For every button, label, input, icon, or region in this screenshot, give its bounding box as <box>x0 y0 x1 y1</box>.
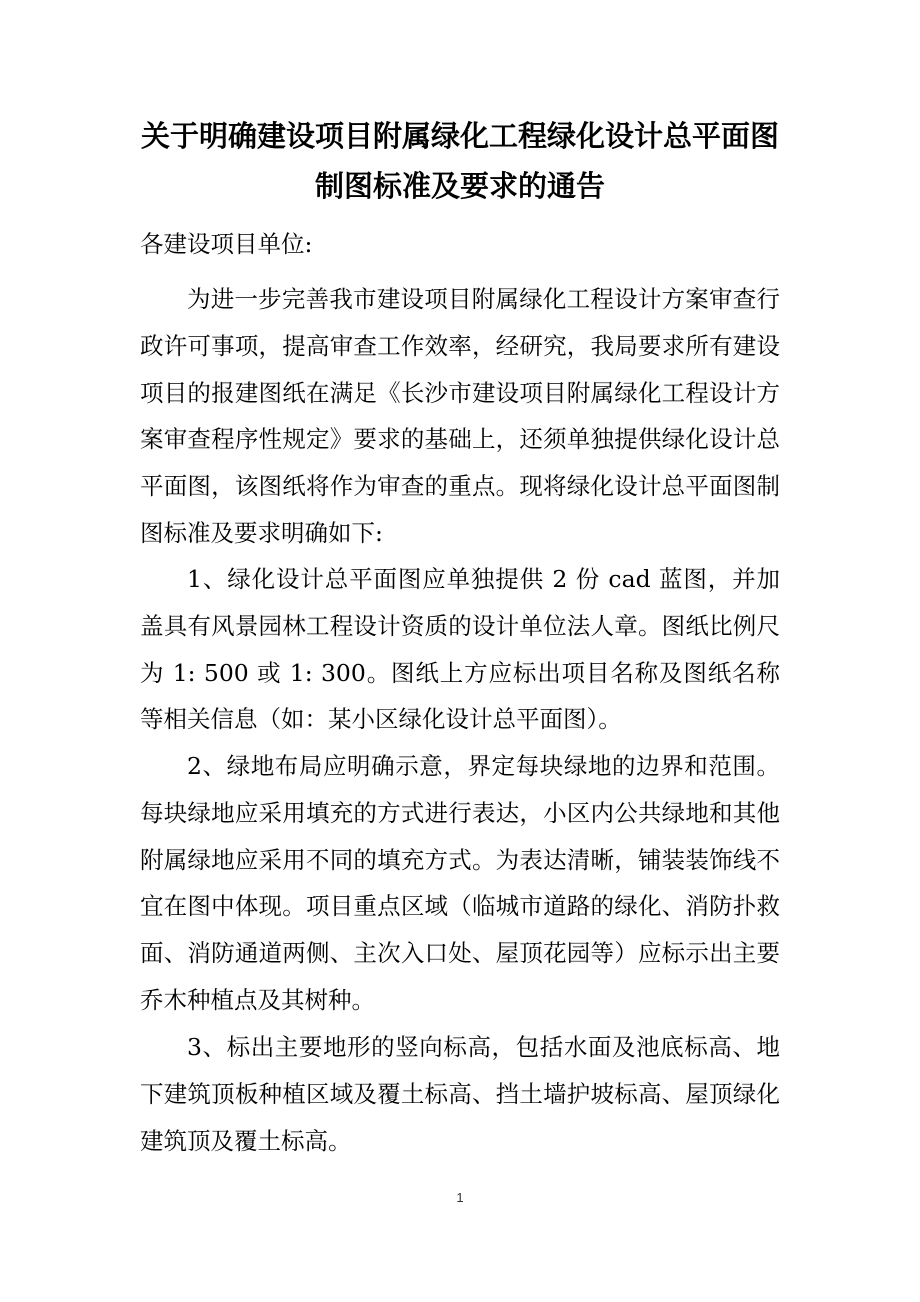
page-number: 1 <box>456 1190 464 1205</box>
paragraph-requirement-3: 3、标出主要地形的竖向标高，包括水面及池底标高、地下建筑顶板种植区域及覆土标高、挡土墙护坡标高、屋顶绿化建筑顶及覆土标高。 <box>140 1033 780 1155</box>
paragraph-intro: 为进一步完善我市建设项目附属绿化工程设计方案审查行政许可事项，提高审查工作效率，经研究，我局要求所有建设项目的报建图纸在满足《长沙市建设项目附属绿化工程设计方案审查程序性规定》要求的基础上，还须单独提供绿化设计总平面图，该图纸将作为审查的重点。现将绿化设计总平面图制图标准及要求明确如下: <box>140 285 780 547</box>
salutation: 各建设项目单位: <box>140 230 313 258</box>
document-title-line-2: 制图标准及要求的通告 <box>314 169 605 203</box>
paragraph-requirement-2: 2、绿地布局应明确示意，界定每块绿地的边界和范围。每块绿地应采用填充的方式进行表达，小区内公共绿地和其他附属绿地应采用不同的填充方式。为表达清晰，铺装装饰线不宜在图中体现。项目重点区域（临城市道路的绿化、消防扑救面、消防通道两侧、主次入口处、屋顶花园等）应标示出主要乔木种植点及其树种。 <box>140 752 780 1014</box>
document-title-line-1: 关于明确建设项目附属绿化工程绿化设计总平面图 <box>140 119 779 153</box>
paragraph-requirement-1: 1、绿化设计总平面图应单独提供 2 份 cad 蓝图，并加盖具有风景园林工程设计资质的设计单位法人章。图纸比例尺为 1: 500 或 1: 300。图纸上方应标出项目名称及图纸名称等相关信息（如：某小区绿化设计总平面图）。 <box>140 565 780 734</box>
